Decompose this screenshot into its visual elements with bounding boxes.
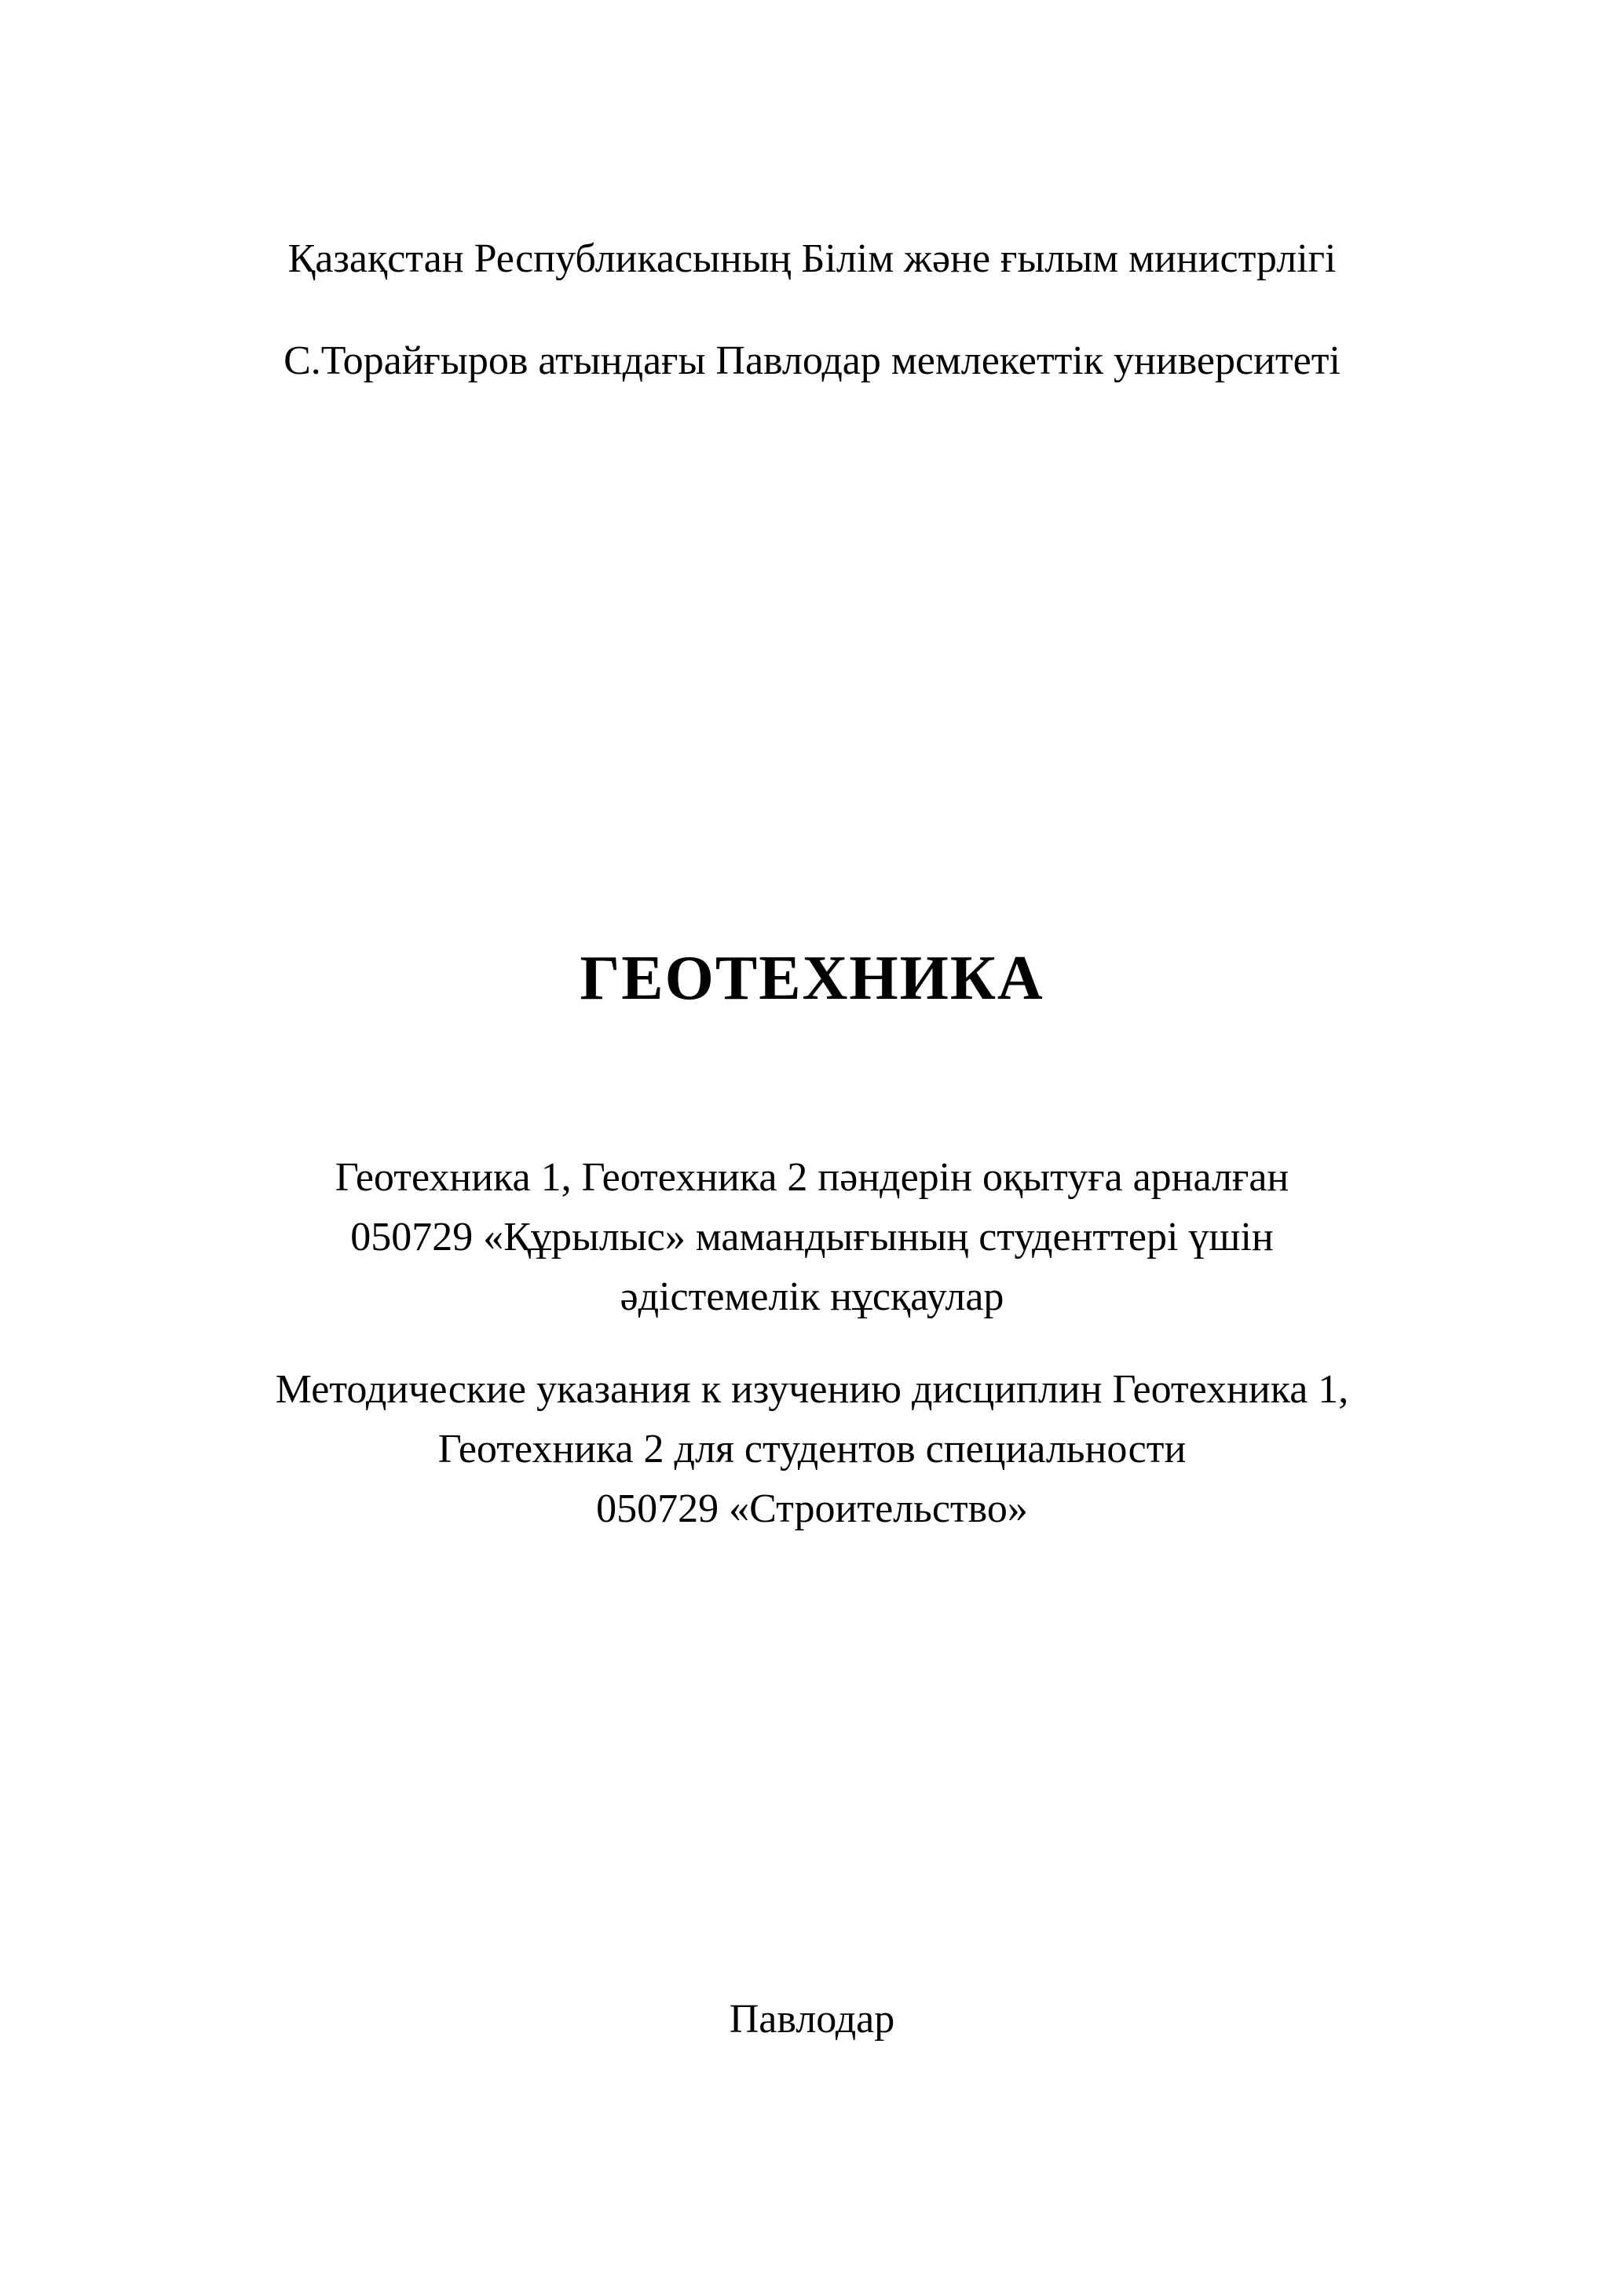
university-line: С.Торайғыров атындағы Павлодар мемлекеттік университеті xyxy=(283,338,1341,383)
subtitle-kz-line-1: Геотехника 1, Геотехника 2 пәндерін оқытуға арналған xyxy=(335,1155,1289,1200)
subtitle-kz-line-2: 050729 «Құрылыс» мамандығының студенттері үшін xyxy=(350,1215,1274,1260)
subtitle-ru-line-2: Геотехника 2 для студентов специальности xyxy=(437,1427,1187,1472)
subtitle-ru-line-1: Методические указания к изучению дисциплин Геотехника 1, xyxy=(275,1367,1349,1412)
document-title: ГЕОТЕХНИКА xyxy=(580,944,1044,1013)
ministry-line: Қазақстан Республикасының Білім және ғылым министрлігі xyxy=(287,236,1337,281)
subtitle-kz-line-3: әдістемелік нұсқаулар xyxy=(620,1274,1004,1319)
subtitle-ru-line-3: 050729 «Строительство» xyxy=(596,1486,1028,1531)
city-line: Павлодар xyxy=(729,1997,895,2042)
